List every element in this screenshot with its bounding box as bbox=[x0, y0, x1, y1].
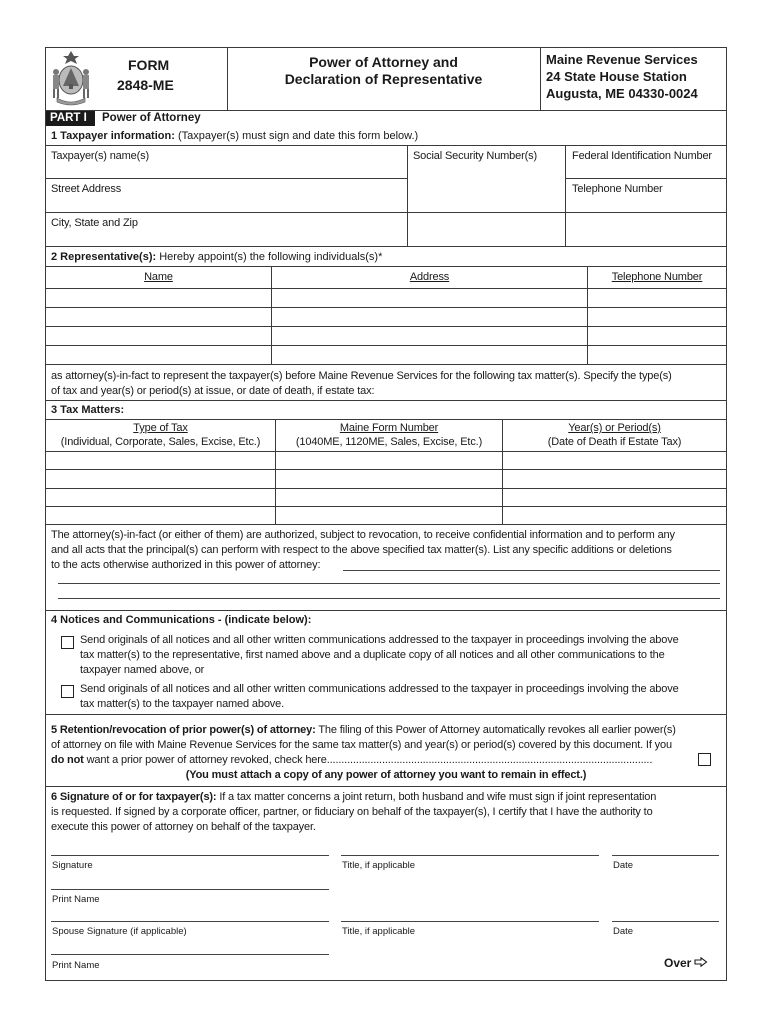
do-not-text: do not bbox=[51, 754, 84, 766]
agency-address: 24 State House Station bbox=[546, 69, 687, 84]
rule bbox=[45, 246, 727, 247]
rep-2-name-input[interactable] bbox=[46, 308, 271, 326]
section5-number: 5 Retention/revocation of prior power(s) of attorney: bbox=[51, 724, 316, 736]
rule bbox=[45, 524, 727, 525]
over-label: Over bbox=[664, 956, 692, 970]
additions-line-1[interactable] bbox=[343, 570, 720, 571]
rep-3-telephone-input[interactable] bbox=[588, 327, 726, 345]
section6-text: If a tax matter concerns a joint return, both husband and wife must sign if joint representation bbox=[216, 791, 657, 803]
section6-number: 6 Signature of or for taxpayer(s): bbox=[51, 791, 217, 803]
maine-state-seal-icon bbox=[49, 50, 93, 107]
section5-text: The filing of this Power of Attorney automatically revokes all earlier power(s) bbox=[315, 724, 676, 736]
field-label: Street Address bbox=[51, 183, 122, 195]
section2-heading bbox=[51, 251, 382, 264]
section5-line-2: of attorney on file with Maine Revenue Services for the same tax matter(s) and year(s) or period(s) covered by this document. If you bbox=[51, 739, 672, 751]
notices-option2-text-2: tax matter(s) to the taxpayer named above. bbox=[80, 698, 285, 710]
title-label: Title, if applicable bbox=[342, 860, 416, 871]
notices-option1-text-3: taxpayer named above, or bbox=[80, 664, 205, 676]
arrow-right-outline-icon bbox=[694, 954, 708, 972]
tax-2-form-input[interactable] bbox=[276, 470, 502, 488]
form-title-line2: Declaration of Representative bbox=[284, 71, 483, 87]
street-address-field[interactable] bbox=[46, 179, 407, 212]
rep-1-name-input[interactable] bbox=[46, 289, 271, 307]
field-label: Social Security Number(s) bbox=[413, 150, 538, 162]
taxpayer-name-field[interactable] bbox=[46, 146, 407, 178]
section1-heading bbox=[51, 130, 418, 143]
keep-prior-poa-checkbox[interactable] bbox=[698, 753, 711, 766]
tax-3-form-input[interactable] bbox=[276, 489, 502, 506]
agency-name: Maine Revenue Services bbox=[546, 52, 698, 67]
print-name-line[interactable] bbox=[51, 889, 329, 890]
rep-4-name-input[interactable] bbox=[46, 346, 271, 364]
section5-line-3 bbox=[51, 752, 696, 768]
section6-line-2: is requested. If signed by a corporate officer, partner, or fiduciary on behalf of the taxpayer(s), I certify that I have the authority to bbox=[51, 806, 653, 818]
form-number: 2848-ME bbox=[117, 77, 174, 93]
telephone-field[interactable] bbox=[566, 179, 726, 212]
additions-line-2[interactable] bbox=[58, 583, 720, 584]
section4-heading: 4 Notices and Communications - (indicate below): bbox=[51, 614, 312, 626]
rep-1-address-input[interactable] bbox=[272, 289, 587, 307]
rep-col-address: Address bbox=[409, 271, 450, 283]
authorization-text-1: The attorney(s)-in-fact (or either of them) are authorized, subject to revocation, to receive confidential information and to perform any bbox=[51, 529, 675, 541]
tax-2-type-input[interactable] bbox=[46, 470, 275, 488]
attorney-in-fact-text-1: as attorney(s)-in-fact to represent the taxpayer(s) before Maine Revenue Services for the following tax matter(s). Specify the type(s) bbox=[51, 370, 672, 382]
tax-3-type-input[interactable] bbox=[46, 489, 275, 506]
notices-option1-checkbox[interactable] bbox=[61, 636, 74, 649]
city-state-zip-field[interactable] bbox=[46, 213, 407, 246]
spouse-signature-label: Spouse Signature (if applicable) bbox=[52, 926, 187, 937]
rule bbox=[45, 714, 727, 715]
rep-col-name: Name bbox=[144, 271, 173, 283]
tax-4-year-input[interactable] bbox=[503, 507, 726, 524]
rule bbox=[45, 400, 727, 401]
authorization-text-2: and all acts that the principal(s) can perform with respect to the above specified tax matter(s). List any specific additions or deletions bbox=[51, 544, 672, 556]
notices-option2-text-1: Send originals of all notices and all other written communications addressed to the taxpayer in proceedings involving the above bbox=[80, 683, 679, 695]
spouse-date-line[interactable] bbox=[612, 921, 719, 922]
attorney-in-fact-text-2: of tax and year(s) or period(s) at issue, or date of death, if estate tax: bbox=[51, 385, 375, 397]
notices-option1-text-2: tax matter(s) to the representative, first named above and a duplicate copy of all notices and all other communications to the bbox=[80, 649, 665, 661]
spouse-print-name-line[interactable] bbox=[51, 954, 329, 955]
tax-2-year-input[interactable] bbox=[503, 470, 726, 488]
rep-col-telephone: Telephone Number bbox=[611, 271, 703, 283]
tax-col-form-subtitle: (1040ME, 1120ME, Sales, Excise, Etc.) bbox=[295, 436, 483, 448]
field-label: Telephone Number bbox=[572, 183, 663, 195]
section3-heading: 3 Tax Matters: bbox=[51, 404, 125, 416]
part-title: Power of Attorney bbox=[102, 112, 201, 124]
section2-number: 2 Representative(s): bbox=[51, 251, 157, 263]
section5-line-1 bbox=[51, 722, 676, 738]
additions-line-3[interactable] bbox=[58, 598, 720, 599]
tax-col-year-subtitle: (Date of Death if Estate Tax) bbox=[547, 436, 682, 448]
spouse-title-label: Title, if applicable bbox=[342, 926, 416, 937]
tax-col-type-subtitle: (Individual, Corporate, Sales, Excise, Etc.) bbox=[60, 436, 261, 448]
section1-note: (Taxpayer(s) must sign and date this form below.) bbox=[174, 130, 419, 142]
rule bbox=[45, 786, 727, 787]
form-title-line1: Power of Attorney and bbox=[309, 54, 458, 70]
rep-2-address-input[interactable] bbox=[272, 308, 587, 326]
tax-1-form-input[interactable] bbox=[276, 452, 502, 469]
fein-field-2[interactable] bbox=[566, 213, 726, 246]
date-line[interactable] bbox=[612, 855, 719, 856]
over-indicator bbox=[664, 955, 708, 971]
spouse-print-name-label: Print Name bbox=[52, 960, 100, 971]
section1-number: 1 Taxpayer information: bbox=[51, 130, 175, 142]
signature-label: Signature bbox=[52, 860, 93, 871]
field-label: City, State and Zip bbox=[51, 217, 138, 229]
date-label: Date bbox=[613, 860, 634, 871]
ssn-field[interactable] bbox=[408, 146, 565, 212]
rule bbox=[45, 419, 727, 420]
rep-3-address-input[interactable] bbox=[272, 327, 587, 345]
tax-3-year-input[interactable] bbox=[503, 489, 726, 506]
header-bottom-rule bbox=[45, 110, 727, 111]
rule bbox=[45, 266, 727, 267]
field-label: Taxpayer(s) name(s) bbox=[51, 150, 150, 162]
spouse-title-line[interactable] bbox=[341, 921, 599, 922]
title-line[interactable] bbox=[341, 855, 599, 856]
section2-note: Hereby appoint(s) the following individuals(s)* bbox=[156, 251, 383, 263]
rep-2-telephone-input[interactable] bbox=[588, 308, 726, 326]
field-label: Federal Identification Number bbox=[572, 150, 712, 162]
tax-col-form-title: Maine Form Number bbox=[339, 422, 439, 434]
part-badge: PART I bbox=[46, 111, 95, 126]
tax-1-type-input[interactable] bbox=[46, 452, 275, 469]
agency-city: Augusta, ME 04330-0024 bbox=[546, 86, 698, 101]
spouse-date-label: Date bbox=[613, 926, 634, 937]
section6-line-3: execute this power of attorney on behalf of the taxpayer. bbox=[51, 821, 316, 833]
rep-1-telephone-input[interactable] bbox=[588, 289, 726, 307]
notices-option1-text-1: Send originals of all notices and all other written communications addressed to the taxpayer in proceedings involving the above bbox=[80, 634, 679, 646]
header-divider bbox=[540, 47, 541, 110]
tax-4-type-input[interactable] bbox=[46, 507, 275, 524]
tax-col-year-title: Year(s) or Period(s) bbox=[568, 422, 661, 434]
tax-4-form-input[interactable] bbox=[276, 507, 502, 524]
section5-attach-note: (You must attach a copy of any power of attorney you want to remain in effect.) bbox=[185, 769, 587, 781]
rule bbox=[45, 364, 727, 365]
rep-3-name-input[interactable] bbox=[46, 327, 271, 345]
spouse-signature-line[interactable] bbox=[51, 921, 329, 922]
section6-line-1 bbox=[51, 789, 656, 805]
print-name-label: Print Name bbox=[52, 894, 100, 905]
notices-option2-checkbox[interactable] bbox=[61, 685, 74, 698]
signature-line[interactable] bbox=[51, 855, 329, 856]
tax-1-year-input[interactable] bbox=[503, 452, 726, 469]
ssn-field-2[interactable] bbox=[408, 213, 565, 246]
rep-4-address-input[interactable] bbox=[272, 346, 587, 364]
authorization-text-3: to the acts otherwise authorized in this power of attorney: bbox=[51, 559, 321, 571]
rule bbox=[45, 610, 727, 611]
fein-field[interactable] bbox=[566, 146, 726, 178]
rep-4-telephone-input[interactable] bbox=[588, 346, 726, 364]
form-label: FORM bbox=[128, 57, 170, 73]
section5-check-text: want a prior power of attorney revoked, check here................................................................................................................ bbox=[83, 754, 653, 766]
tax-col-type-title: Type of Tax bbox=[133, 422, 188, 434]
